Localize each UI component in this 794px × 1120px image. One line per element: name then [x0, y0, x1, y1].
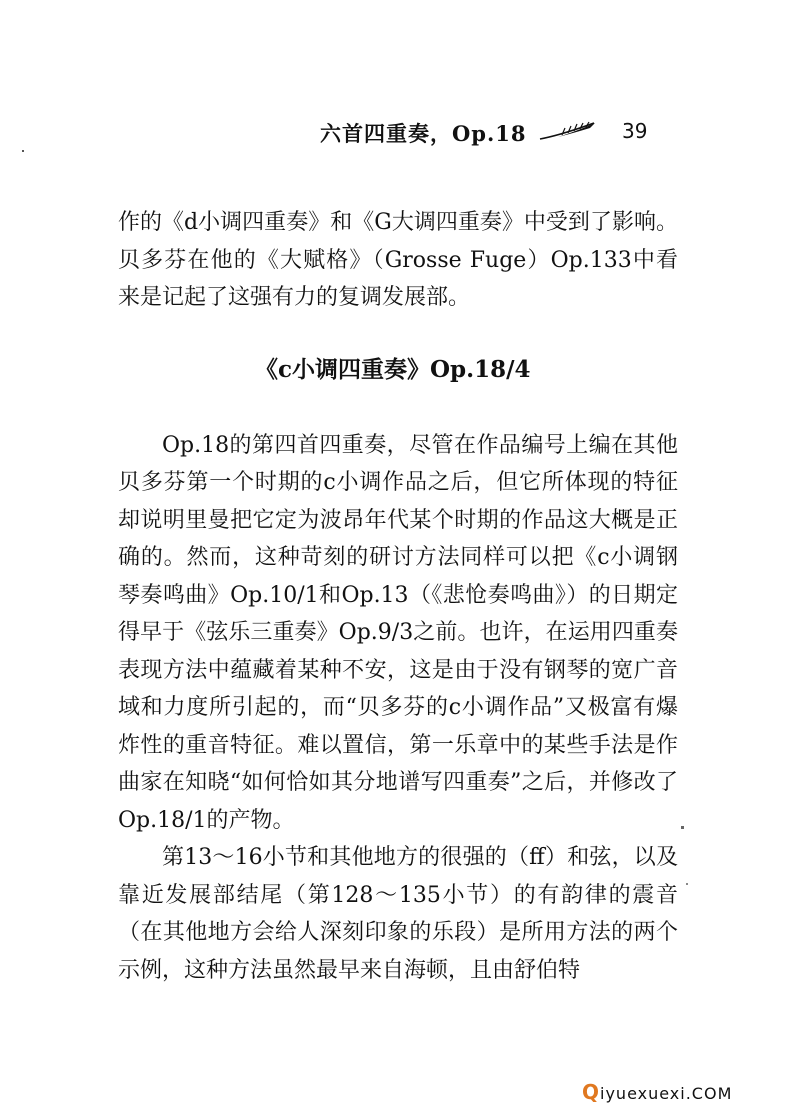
- margin-speck: [681, 826, 684, 829]
- paragraph: 第13～16小节和其他地方的很强的（ff）和弦，以及靠近发展部结尾（第128～135小节）的有韵律的震音（在其他地方会给人深刻印象的乐段）是所用方法的两个示例，这种方法虽然最早来自海顿，且由舒伯特: [118, 845, 678, 983]
- watermark-initial: Q: [582, 1080, 601, 1104]
- page-number: 39: [622, 119, 648, 143]
- paragraph-continued: 作的《d小调四重奏》和《G大调四重奏》中受到了影响。贝多芬在他的《大赋格》（Grosse Fuge）Op.133中看来是记起了这强有力的复调发展部。: [118, 210, 678, 310]
- running-header-title: 六首四重奏，Op.18: [320, 121, 527, 146]
- margin-speck: [686, 883, 688, 885]
- body-text: [118, 204, 678, 989]
- margin-speck: [22, 150, 24, 152]
- site-watermark: [582, 1080, 732, 1104]
- section-heading: 《c小调四重奏》Op.18/4: [255, 355, 531, 383]
- running-header: [0, 116, 794, 148]
- quill-flourish-icon: [538, 120, 598, 142]
- watermark-text: iyuexuexi.COM: [600, 1084, 733, 1103]
- paragraph: Op.18的第四首四重奏，尽管在作品编号上编在其他贝多芬第一个时期的c小调作品之后，但它所体现的特征却说明里曼把它定为波昂年代某个时期的作品这大概是正确的。然而，这种苛刻的研讨方法同样可以把《c小调钢琴奏鸣曲》Op.10/1和Op.13（《悲怆奏鸣曲》）的日期定得早于《弦乐三重奏》Op.9/3之前。也许，在运用四重奏表现方法中蕴藏着某种不安，这是由于没有钢琴的宽广音域和力度所引起的，而“贝多芬的c小调作品”又极富有爆炸性的重音特征。难以置信，第一乐章中的某些手法是作曲家在知晓“如何恰如其分地谱写四重奏”之后，并修改了Op.18/1的产物。: [118, 432, 678, 833]
